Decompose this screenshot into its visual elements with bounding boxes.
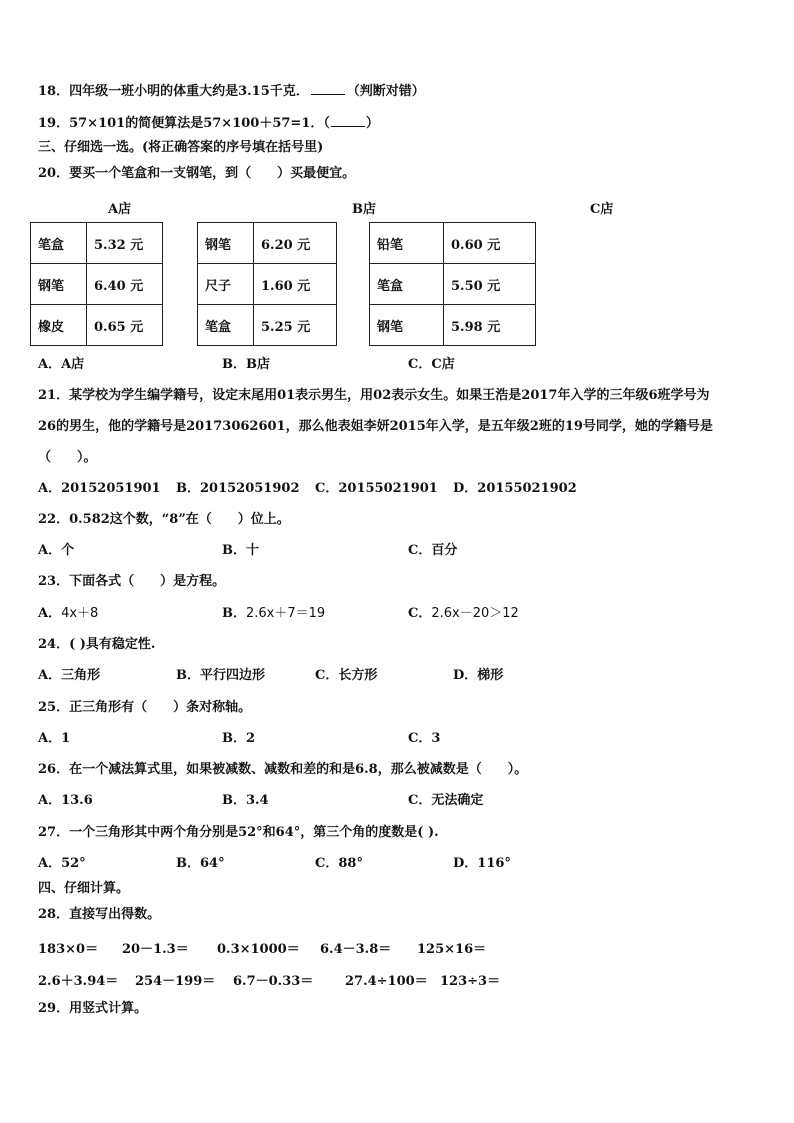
- item-name: 笔盒: [370, 264, 444, 305]
- question-28-stem: 28．直接写出得数。: [38, 907, 161, 922]
- item-name: 橡皮: [31, 305, 87, 346]
- item-name: 钢笔: [370, 305, 444, 346]
- question-20-stem: 20．要买一个笔盒和一支钢笔，到（ ）买最便宜。: [38, 166, 356, 181]
- calc-1-5: 125×16＝: [417, 942, 487, 957]
- question-29-stem: 29．用竖式计算。: [38, 1001, 148, 1016]
- store-b-price-table: [197, 222, 337, 346]
- calc-1-2: 20－1.3＝: [122, 942, 189, 957]
- q23-option-a[interactable]: [38, 606, 98, 622]
- q24-option-d[interactable]: D．梯形: [453, 668, 504, 683]
- q23-option-c-expression: 2.6x－20＞12: [431, 606, 519, 621]
- store-c-price-table: [369, 222, 536, 346]
- q27-option-d[interactable]: D．116°: [453, 856, 511, 871]
- table-row: [31, 223, 163, 264]
- item-name: 钢笔: [198, 223, 254, 264]
- item-name: 尺子: [198, 264, 254, 305]
- item-name: 钢笔: [31, 264, 87, 305]
- q23-option-a-expression: 4x＋8: [61, 606, 99, 621]
- item-price: 5.25 元: [254, 305, 337, 346]
- table-row: [370, 264, 536, 305]
- q20-option-b[interactable]: B．B店: [222, 357, 270, 372]
- q27-option-b[interactable]: B．64°: [176, 856, 225, 871]
- q23-option-b-expression: 2.6x＋7＝19: [246, 606, 326, 621]
- q24-option-b[interactable]: B．平行四边形: [176, 668, 265, 683]
- q18-text: 18．四年级一班小明的体重大约是3.15千克．: [38, 84, 309, 99]
- q19-text: 19．57×101的简便算法是57×100＋57=1．（: [38, 116, 330, 131]
- q22-option-c[interactable]: C．百分: [408, 543, 458, 558]
- store-a-title: A店: [108, 202, 132, 217]
- item-price: 0.65 元: [87, 305, 163, 346]
- item-name: 笔盒: [31, 223, 87, 264]
- question-21-line-2: 26的男生，他的学籍号是20173062601，那么他表姐李妍2015年入学，是五年级2班的19号同学，她的学籍号是: [38, 419, 713, 434]
- q19-answer-blank[interactable]: [331, 114, 365, 127]
- question-26-stem: 26．在一个减法算式里，如果被减数、减数和差的和是6.8，那么被减数是（ ）。: [38, 762, 528, 777]
- calc-1-1: 183×0＝: [38, 942, 99, 957]
- calc-1-4: 6.4－3.8＝: [320, 942, 392, 957]
- q23-option-a-label: A．: [38, 606, 62, 621]
- item-price: 6.40 元: [87, 264, 163, 305]
- q22-option-b[interactable]: B．十: [222, 543, 259, 558]
- question-27-stem: 27．一个三角形其中两个角分别是52°和64°，第三个角的度数是( ).: [38, 825, 439, 840]
- q24-option-c[interactable]: C．长方形: [315, 668, 378, 683]
- q22-option-a[interactable]: A．个: [38, 543, 75, 558]
- q25-option-b[interactable]: B．2: [222, 731, 256, 746]
- calc-2-2: 254－199＝: [135, 974, 216, 989]
- table-row: [198, 223, 337, 264]
- q23-option-b-label: B．: [222, 606, 246, 621]
- calc-2-3: 6.7－0.33＝: [233, 974, 314, 989]
- calc-2-5: 123÷3＝: [440, 974, 501, 989]
- q19-suffix: ）: [365, 116, 379, 131]
- q18-answer-blank[interactable]: [311, 82, 345, 95]
- q21-option-c[interactable]: C．20155021901: [315, 481, 438, 496]
- store-c-title: C店: [590, 202, 614, 217]
- q23-option-c-label: C．: [408, 606, 432, 621]
- question-24-stem: 24．( )具有稳定性.: [38, 637, 156, 652]
- question-25-stem: 25．正三角形有（ ）条对称轴。: [38, 700, 252, 715]
- table-row: [370, 305, 536, 346]
- item-price: 5.32 元: [87, 223, 163, 264]
- table-row: [370, 223, 536, 264]
- calc-1-3: 0.3×1000＝: [217, 942, 300, 957]
- calc-2-4: 27.4÷100＝: [345, 974, 428, 989]
- q20-option-c[interactable]: C．C店: [408, 357, 455, 372]
- q23-option-b[interactable]: [222, 606, 325, 622]
- question-23-stem: 23．下面各式（ ）是方程。: [38, 574, 226, 589]
- item-name: 铅笔: [370, 223, 444, 264]
- q24-option-a[interactable]: A．三角形: [38, 668, 101, 683]
- item-price: 6.20 元: [254, 223, 337, 264]
- q23-option-c[interactable]: [408, 606, 519, 622]
- item-price: 1.60 元: [254, 264, 337, 305]
- section-4-heading: 四、仔细计算。: [38, 881, 130, 896]
- q20-option-a[interactable]: A．A店: [38, 357, 85, 372]
- q27-option-c[interactable]: C．88°: [315, 856, 363, 871]
- table-row: [31, 305, 163, 346]
- store-b-title: B店: [352, 202, 376, 217]
- store-a-price-table: [30, 222, 163, 346]
- question-21-line-3: （ ）。: [38, 450, 97, 465]
- item-price: 5.50 元: [444, 264, 536, 305]
- question-21-line-1: 21．某学校为学生编学籍号，设定末尾用01表示男生，用02表示女生。如果王浩是2017年入学的三年级6班学号为: [38, 388, 710, 403]
- calc-2-1: 2.6＋3.94＝: [38, 974, 119, 989]
- q25-option-c[interactable]: C．3: [408, 731, 441, 746]
- question-18: [38, 82, 425, 100]
- item-price: 0.60 元: [444, 223, 536, 264]
- item-price: 5.98 元: [444, 305, 536, 346]
- section-3-heading: 三、仔细选一选。(将正确答案的序号填在括号里): [38, 140, 324, 155]
- q21-option-b[interactable]: B．20152051902: [176, 481, 300, 496]
- q18-suffix: （判断对错）: [346, 84, 425, 99]
- q25-option-a[interactable]: A．1: [38, 731, 71, 746]
- question-22-stem: 22．0.582这个数，“8”在（ ）位上。: [38, 512, 290, 527]
- table-row: [198, 264, 337, 305]
- q21-option-a[interactable]: A．20152051901: [38, 481, 161, 496]
- q27-option-a[interactable]: A．52°: [38, 856, 86, 871]
- q26-option-a[interactable]: A．13.6: [38, 793, 93, 808]
- q26-option-b[interactable]: B．3.4: [222, 793, 269, 808]
- item-name: 笔盒: [198, 305, 254, 346]
- table-row: [198, 305, 337, 346]
- q21-option-d[interactable]: D．20155021902: [453, 481, 577, 496]
- table-row: [31, 264, 163, 305]
- q26-option-c[interactable]: C．无法确定: [408, 793, 484, 808]
- question-19: [38, 114, 379, 132]
